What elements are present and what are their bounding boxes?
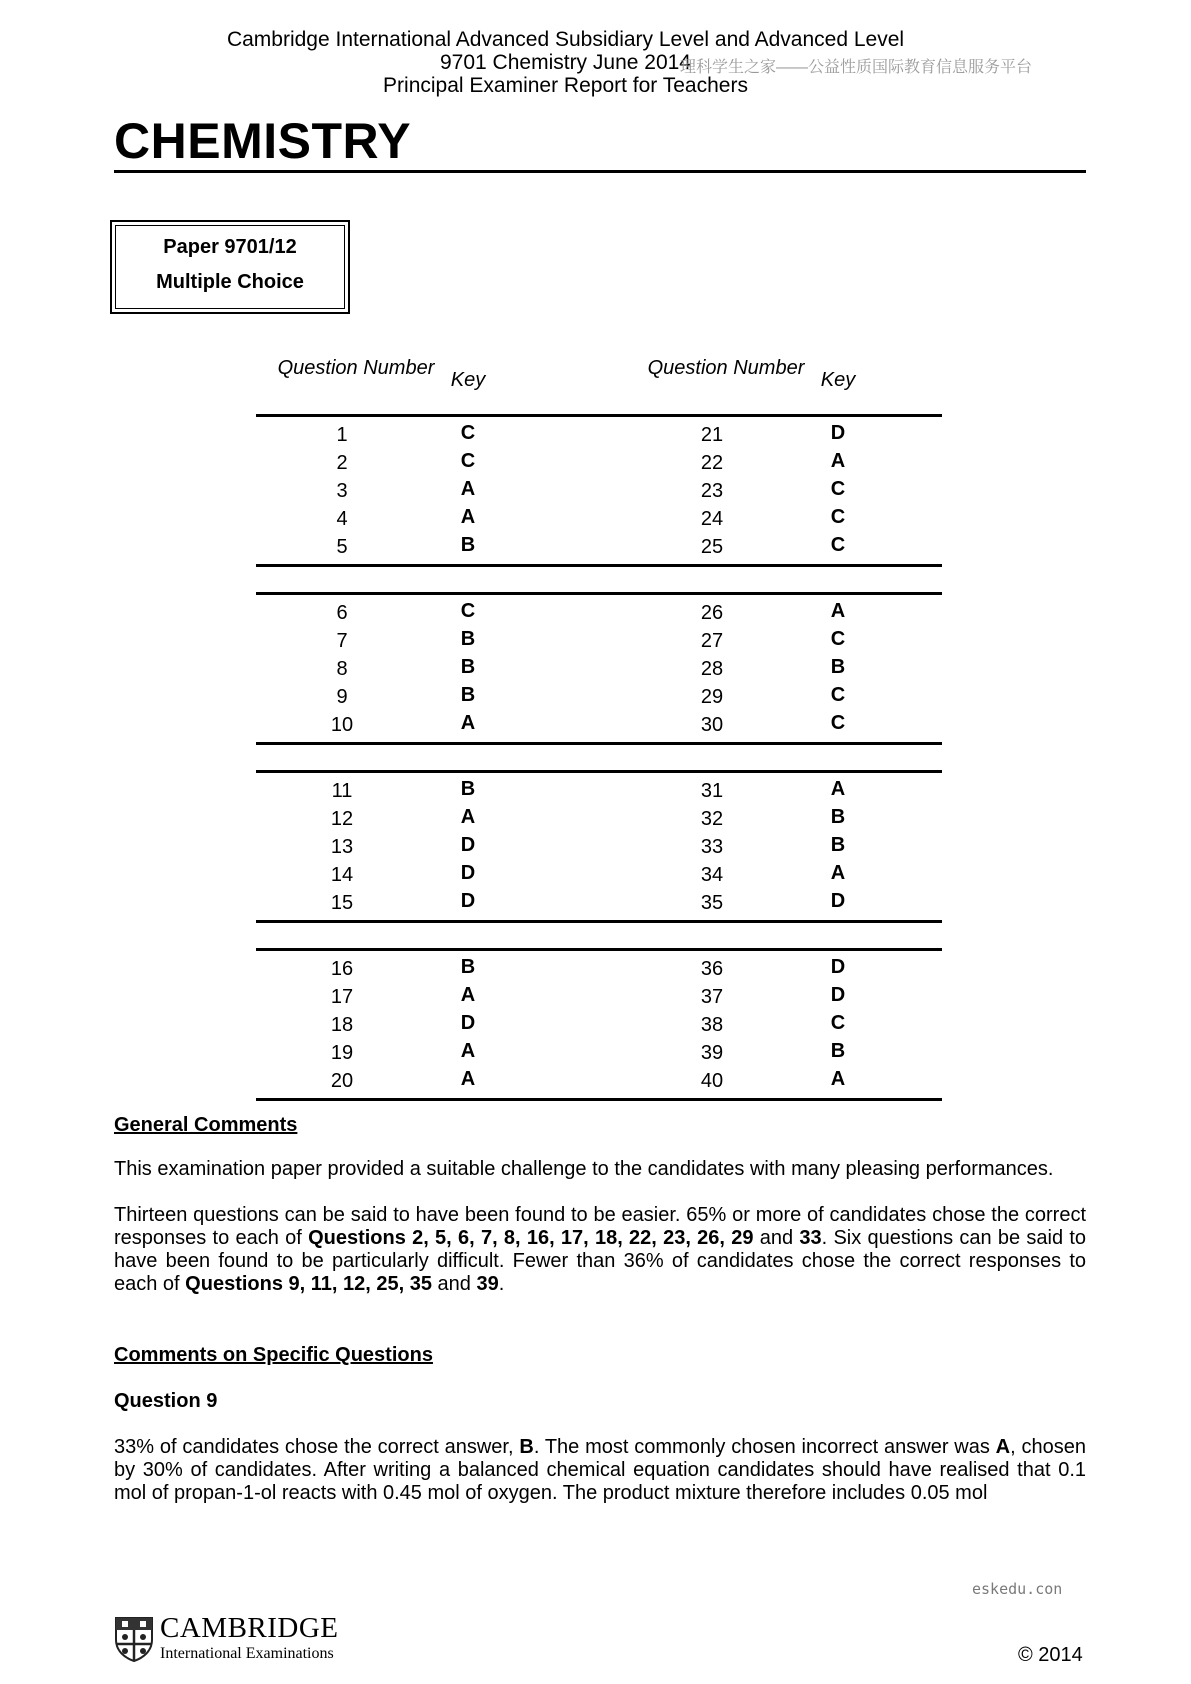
question-number-cell: 34: [700, 864, 724, 886]
answer-key-cell: B: [830, 834, 846, 856]
report-header-line-1: Cambridge International Advanced Subsidiary Level and Advanced Level: [226, 28, 905, 51]
question-number-cell: 13: [330, 836, 354, 858]
question-number-cell: 32: [700, 808, 724, 830]
answer-key-cell: D: [460, 1012, 476, 1034]
question-number-cell: 27: [700, 630, 724, 652]
table-group-top-rule: [256, 592, 942, 595]
question-number-cell: 30: [700, 714, 724, 736]
question-number-cell: 3: [336, 480, 348, 502]
answer-key-cell: C: [830, 534, 846, 556]
header-question-number-right: Question Number: [647, 357, 805, 379]
para-bold-text: Questions 2, 5, 6, 7, 8, 16, 17, 18, 22, 23, 26, 29: [308, 1227, 754, 1249]
answer-key-cell: D: [460, 834, 476, 856]
answer-key-cell: A: [460, 984, 476, 1006]
answer-key-cell: A: [460, 1068, 476, 1090]
table-group-bottom-rule: [256, 1098, 942, 1101]
answer-key-cell: B: [460, 534, 476, 556]
cambridge-logo-subtitle: International Examinations: [160, 1645, 334, 1662]
question-number-cell: 37: [700, 986, 724, 1008]
question-number-cell: 4: [336, 508, 348, 530]
answer-key-cell: D: [830, 890, 846, 912]
answer-key-cell: A: [830, 600, 846, 622]
para-text: . Six questions can be said to have been found to be particularly difficult. Fewer than 36% of candidates chose the correct responses to each of: [114, 1227, 1087, 1295]
table-group-bottom-rule: [256, 920, 942, 923]
answer-key-cell: A: [460, 478, 476, 500]
answer-key-cell: C: [830, 684, 846, 706]
general-comments-heading: General Comments: [114, 1114, 298, 1136]
answer-key-cell: B: [830, 1040, 846, 1062]
header-question-number-left: Question Number: [277, 357, 435, 379]
question-number-cell: 2: [336, 452, 348, 474]
question-number-cell: 26: [700, 602, 724, 624]
paper-code: Paper 9701/12: [163, 236, 297, 258]
question-number-cell: 23: [700, 480, 724, 502]
answer-key-cell: C: [830, 506, 846, 528]
answer-key-cell: A: [830, 778, 846, 800]
question-number-cell: 5: [336, 536, 348, 558]
para-bold-text: Questions 9, 11, 12, 25, 35: [185, 1273, 432, 1295]
question-number-cell: 6: [336, 602, 348, 624]
question-number-cell: 38: [700, 1014, 724, 1036]
para-text: and: [753, 1227, 800, 1249]
table-group-top-rule: [256, 948, 942, 951]
question-number-cell: 19: [330, 1042, 354, 1064]
question-number-cell: 8: [336, 658, 348, 680]
table-group-bottom-rule: [256, 564, 942, 567]
cambridge-shield-icon: [114, 1616, 154, 1662]
question-9-heading: Question 9: [114, 1390, 218, 1412]
question-number-cell: 18: [330, 1014, 354, 1036]
table-group-bottom-rule: [256, 742, 942, 745]
answer-key-cell: D: [460, 862, 476, 884]
answer-key-cell: C: [830, 1012, 846, 1034]
question-number-cell: 16: [330, 958, 354, 980]
answer-key-cell: B: [460, 956, 476, 978]
para-text: .: [498, 1273, 505, 1295]
header-key-right: Key: [820, 369, 856, 391]
question-number-cell: 11: [331, 780, 353, 802]
question-number-cell: 14: [330, 864, 354, 886]
question-number-cell: 33: [700, 836, 724, 858]
paper-type: Multiple Choice: [156, 271, 304, 293]
question-number-cell: 1: [336, 424, 348, 446]
table-group-top-rule: [256, 770, 942, 773]
question-number-cell: 17: [330, 986, 354, 1008]
answer-key-cell: C: [830, 712, 846, 734]
answer-key-cell: A: [460, 506, 476, 528]
answer-key-cell: A: [830, 450, 846, 472]
table-group-top-rule: [256, 414, 942, 417]
question-number-cell: 31: [700, 780, 724, 802]
para-bold-text: 33: [799, 1227, 822, 1249]
watermark-text: 理科学生之家——公益性质国际教育信息服务平台: [680, 59, 1033, 76]
answer-key-cell: A: [460, 1040, 476, 1062]
para-text: , chosen by 30% of candidates. After writing a balanced chemical equation candidates should have realised that 0.1 mol of propan-1-ol reacts with 0.45 mol of oxygen. The product mixture therefore includes 0.05 mol: [114, 1436, 1086, 1504]
question-number-cell: 9: [336, 686, 348, 708]
para-bold-text: A: [995, 1436, 1011, 1458]
header-key-left: Key: [450, 369, 486, 391]
subject-rule: [114, 170, 1086, 173]
para-text: 33% of candidates chose the correct answer,: [114, 1436, 520, 1458]
question-number-cell: 29: [700, 686, 724, 708]
subject-title: CHEMISTRY: [114, 113, 412, 169]
specific-comments-heading: Comments on Specific Questions: [114, 1344, 433, 1366]
answer-key-cell: C: [460, 450, 476, 472]
answer-key-cell: A: [460, 806, 476, 828]
para-bold-text: B: [519, 1436, 534, 1458]
question-number-cell: 24: [700, 508, 724, 530]
report-header-line-3: Principal Examiner Report for Teachers: [383, 74, 748, 97]
answer-key-cell: A: [830, 862, 846, 884]
answer-key-cell: C: [830, 478, 846, 500]
answer-key-cell: D: [830, 422, 846, 444]
answer-key-cell: A: [830, 1068, 846, 1090]
answer-key-cell: C: [830, 628, 846, 650]
copyright-notice: © 2014: [1018, 1644, 1083, 1666]
paper-info-box: [110, 220, 350, 314]
question-number-cell: 39: [700, 1042, 724, 1064]
question-number-cell: 20: [330, 1070, 354, 1092]
answer-key-cell: D: [830, 984, 846, 1006]
answer-key-cell: D: [830, 956, 846, 978]
question-number-cell: 15: [330, 892, 354, 914]
general-comments-paragraph-1: This examination paper provided a suitable challenge to the candidates with many pleasing performances.: [114, 1158, 1054, 1180]
answer-key-cell: B: [460, 778, 476, 800]
answer-key-cell: B: [830, 656, 846, 678]
answer-key-cell: C: [460, 422, 476, 444]
para-text: . The most commonly chosen incorrect answer was: [533, 1436, 996, 1458]
question-number-cell: 36: [700, 958, 724, 980]
answer-key-cell: A: [460, 712, 476, 734]
answer-key-cell: B: [830, 806, 846, 828]
answer-key-cell: B: [460, 628, 476, 650]
question-9-paragraph: [114, 1436, 1086, 1505]
footer-site-text: eskedu.con: [972, 1580, 1063, 1598]
answer-key-cell: C: [460, 600, 476, 622]
question-number-cell: 10: [330, 714, 354, 736]
para-text: Thirteen questions can be said to have been found to be easier. 65% or more of candidates chose the correct responses to each of: [114, 1204, 1086, 1249]
para-text: and: [431, 1273, 477, 1295]
answer-key-cell: D: [460, 890, 476, 912]
para-bold-text: 39: [476, 1273, 499, 1295]
answer-key-cell: B: [460, 684, 476, 706]
question-number-cell: 28: [700, 658, 724, 680]
question-number-cell: 40: [700, 1070, 724, 1092]
general-comments-paragraph-2: [114, 1204, 1086, 1296]
question-number-cell: 12: [330, 808, 354, 830]
answer-key-cell: B: [460, 656, 476, 678]
report-header-line-2: 9701 Chemistry June 2014: [440, 51, 691, 74]
question-number-cell: 25: [700, 536, 724, 558]
question-number-cell: 21: [700, 424, 724, 446]
question-number-cell: 7: [336, 630, 348, 652]
cambridge-logo-wordmark: CAMBRIDGE: [160, 1612, 339, 1644]
question-number-cell: 22: [700, 452, 724, 474]
question-number-cell: 35: [700, 892, 724, 914]
